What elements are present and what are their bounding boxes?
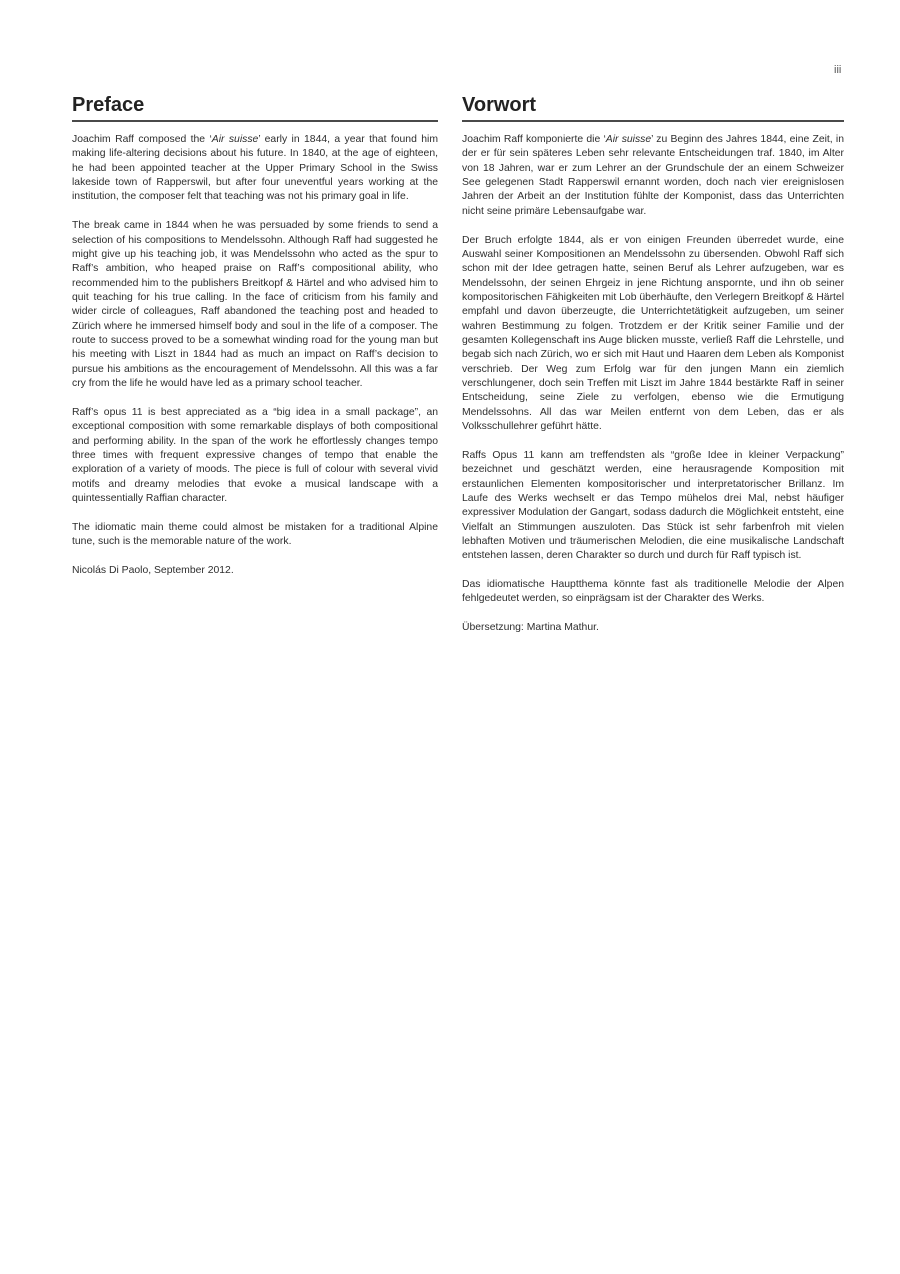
german-paragraph-2: Der Bruch erfolgte 1844, als er von einigen Freunden überredet wurde, eine Auswahl seiner Kompositionen an Mendelssohn zu übersenden. Obwohl Raff sich schon mit der Idee getragen hatte, seinen Beruf als Lehrer aufzugeben, war es Mendelssohn, der seinen Ehrgeiz in jene Richtung anspornte, und ihn ob seiner kompositorischen Fähigkeiten mit Lob überhäufte, den Verlegern Breitkopf & Härtel empfahl und davon überzeugte, die Unterrichtetätigkeit aufzugeben, um seiner wahren Bestimmung zu folgen. Trotzdem er der Kritik seiner Familie und der gesamten Kollegenschaft ins Auge blicken musste, verließ Raff die Lehrstelle, und begab sich nach Zürich, wo er sich mit Haut und Haaren dem Leben als Komponist verschrieb. Der Weg zum Erfolg war für den jungen Mann ein ziemlich verschlungener, doch sein Treffen mit Liszt im Jahre 1844 bestärkte Raff in seiner Entscheidung, seine Ziele zu verfolgen, ebenso wie die Ermutigung Mendelssohns. All das war Meilen entfernt von dem Leben, das er als Volksschullehrer geführt hätte. [462,234,844,433]
german-paragraph-1: Joachim Raff komponierte die ‘Air suisse’ zu Beginn des Jahres 1844, eine Zeit, in der er für sein späteres Leben sehr relevante Entscheidungen traf. 1840, im Alter von 18 Jahren, war er zum Lehrer an der Grundschule der an einem Schweizer See gelegenen Stadt Rapperswil ernannt worden, doch nach vier ereignislosen Jahren der Arbeit an der Institution fühlte der Komponist, dass das Unterrichten nicht seine primäre Lebensaufgabe war. [462,134,844,217]
english-paragraph-3: Raff’s opus 11 is best appreciated as a “big idea in a small package”, an exceptional composition with some remarkable displays of both compositional and performing ability. In the span of the work he effortlessly changes tempo three times with frequent expressive changes of tempo that enable the exploration of a variety of moods. The piece is full of colour with several vivid motifs and dreamy melodies that evoke a musical landscape with a quintessentially Raffian character. [72,406,438,504]
english-paragraph-2: The break came in 1844 when he was persuaded by some friends to send a selection of his compositions to Mendelssohn. Although Raff had suggested he might give up his teaching job, it was Mendelssohn who acted as the spur to Raff’s ambition, who heaped praise on Raff’s compositional ability, who recommended him to the publishers Breitkopf & Härtel and who advised him to quit teaching for his true calling. In the face of criticism from his family and wider circle of colleagues, Raff abandoned the teaching post and headed to Zürich where he immersed himself body and soul in the life of a composer. The route to success proved to be a somewhat winding road for the young man but his meeting with Liszt in 1844 had as much an impact on Raff’s decision to pursue his ambitions as the encouragement of Mendelssohn. All this was a far cry from the life he would have led as a primary school teacher. [72,220,438,389]
english-paragraph-1: Joachim Raff composed the ‘Air suisse’ early in 1844, a year that found him making life-altering decisions about his future. In 1840, at the age of eighteen, he had been appointed teacher at the Upper Primary School in the Swiss lakeside town of Rapperswil, but after four uneventful years working at the institution, the composer felt that teaching was not his primary goal in life. [72,134,438,203]
german-column [462,92,844,650]
english-body [72,133,438,578]
german-body [462,133,844,636]
english-paragraph-4: The idiomatic main theme could almost be mistaken for a traditional Alpine tune, such is the memorable nature of the work. [72,521,438,548]
english-column [72,92,438,593]
german-signature: Übersetzung: Martina Mathur. [462,622,599,634]
vorwort-heading: Vorwort [462,92,844,122]
page-number: iii [834,64,842,76]
german-paragraph-3: Raffs Opus 11 kann am treffendsten als “große Idee in kleiner Verpackung” bezeichnet und geschätzt werden, eine herausragende Komposition mit erstaunlichen Elementen kompositorischer und interpretatorischer Brillanz. Im Laufe des Werks wechselt er das Tempo mühelos drei Mal, nebst häufiger expressiver Modulation der Gangart, sodass dadurch die Möglichkeit entsteht, eine Vielfalt an Stimmungen auszuloten. Das Stück ist sehr farbenfroh mit vielen lebhaften Motiven und träumerischen Melodien, die eine musikalische Landschaft entstehen lassen, deren Charakter so durch und durch für Raff typisch ist. [462,449,844,562]
preface-heading: Preface [72,92,438,122]
german-paragraph-4: Das idiomatische Hauptthema könnte fast als traditionelle Melodie der Alpen fehlgedeutet werden, so einprägsam ist der Charakter des Werks. [462,579,844,605]
english-signature: Nicolás Di Paolo, September 2012. [72,564,234,576]
